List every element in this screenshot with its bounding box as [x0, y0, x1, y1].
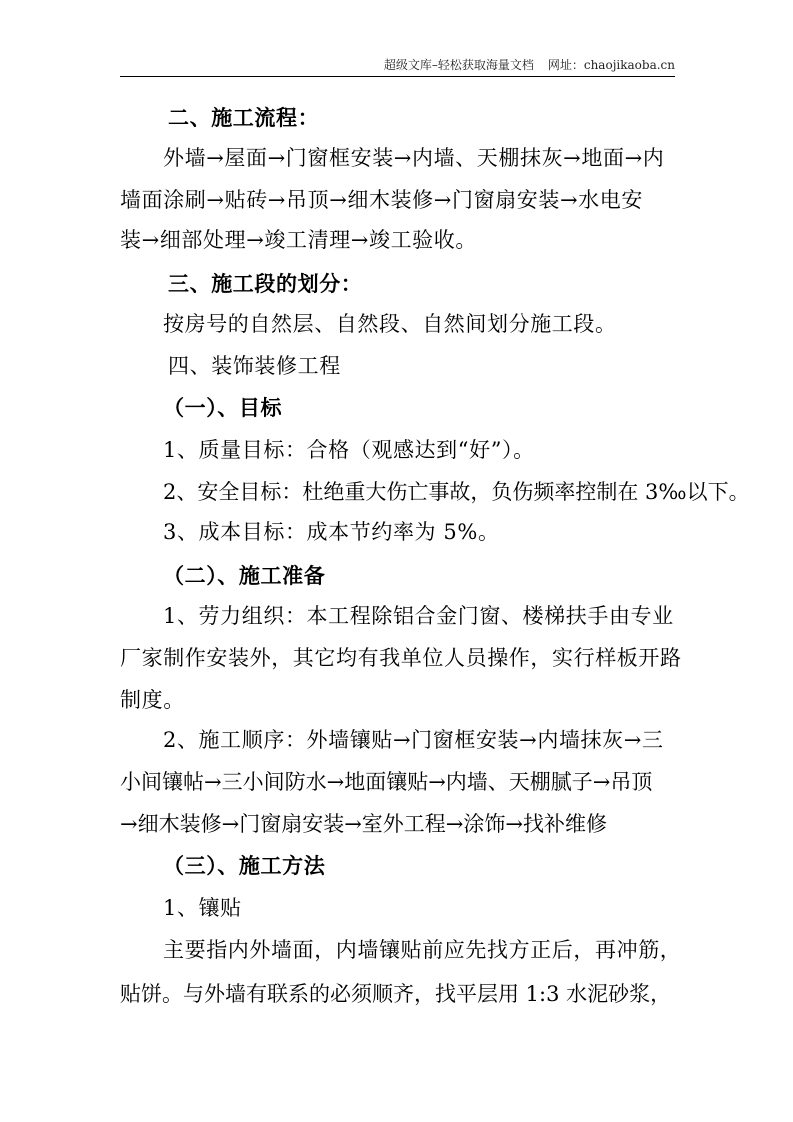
section-heading: 四、装饰装修工程 — [168, 354, 341, 378]
paragraph-line: 3、成本目标：成本节约率为 5%。 — [163, 520, 500, 544]
paragraph-line: 外墙→屋面→门窗框安装→内墙、天棚抹灰→地面→内 — [163, 146, 665, 170]
subsection-heading: （三）、施工方法 — [163, 853, 326, 878]
paragraph-line: 小间镶帖→三小间防水→地面镶贴→内墙、天棚腻子→吊顶 — [120, 770, 653, 794]
paragraph-line: 按房号的自然层、自然段、自然间划分施工段。 — [163, 312, 617, 336]
paragraph-line: 厂家制作安装外，其它均有我单位人员操作，实行样板开路 — [120, 646, 682, 670]
section-heading: 三、施工段的划分： — [168, 271, 363, 296]
paragraph-line: 制度。 — [120, 688, 185, 712]
paragraph-line: 1、劳力组织：本工程除铝合金门窗、楼梯扶手由专业 — [163, 604, 674, 628]
paragraph-line: 1、质量目标：合格（观感达到“好”）。 — [163, 438, 535, 462]
paragraph-line: 墙面涂刷→贴砖→吊顶→细木装修→门窗扇安装→水电安 — [120, 188, 643, 212]
header-site: 超级文库–轻松获取海量文档 — [383, 58, 534, 72]
subsection-heading: （一）、目标 — [163, 395, 283, 420]
paragraph-line: 贴饼。与外墙有联系的必须顺齐，找平层用 1:3 水泥砂浆， — [120, 982, 672, 1006]
paragraph-line: 主要指内外墙面，内墙镶贴前应先找方正后，再冲筋， — [163, 938, 682, 962]
paragraph-line: 2、施工顺序：外墙镶贴→门窗框安装→内墙抹灰→三 — [163, 728, 664, 752]
paragraph-line: →细木装修→门窗扇安装→室外工程→涂饰→找补维修 — [120, 812, 607, 836]
subsection-heading: （二）、施工准备 — [163, 563, 326, 588]
page-header — [120, 56, 675, 77]
paragraph-line: 1、镶贴 — [163, 896, 242, 920]
paragraph-line: 2、安全目标：杜绝重大伤亡事故，负伤频率控制在 3‰以下。 — [163, 480, 750, 504]
header-url: 网址：chaojikaoba.cn — [547, 58, 675, 72]
paragraph-line: 装→细部处理→竣工清理→竣工验收。 — [120, 228, 477, 252]
section-heading: 二、施工流程： — [168, 105, 320, 130]
